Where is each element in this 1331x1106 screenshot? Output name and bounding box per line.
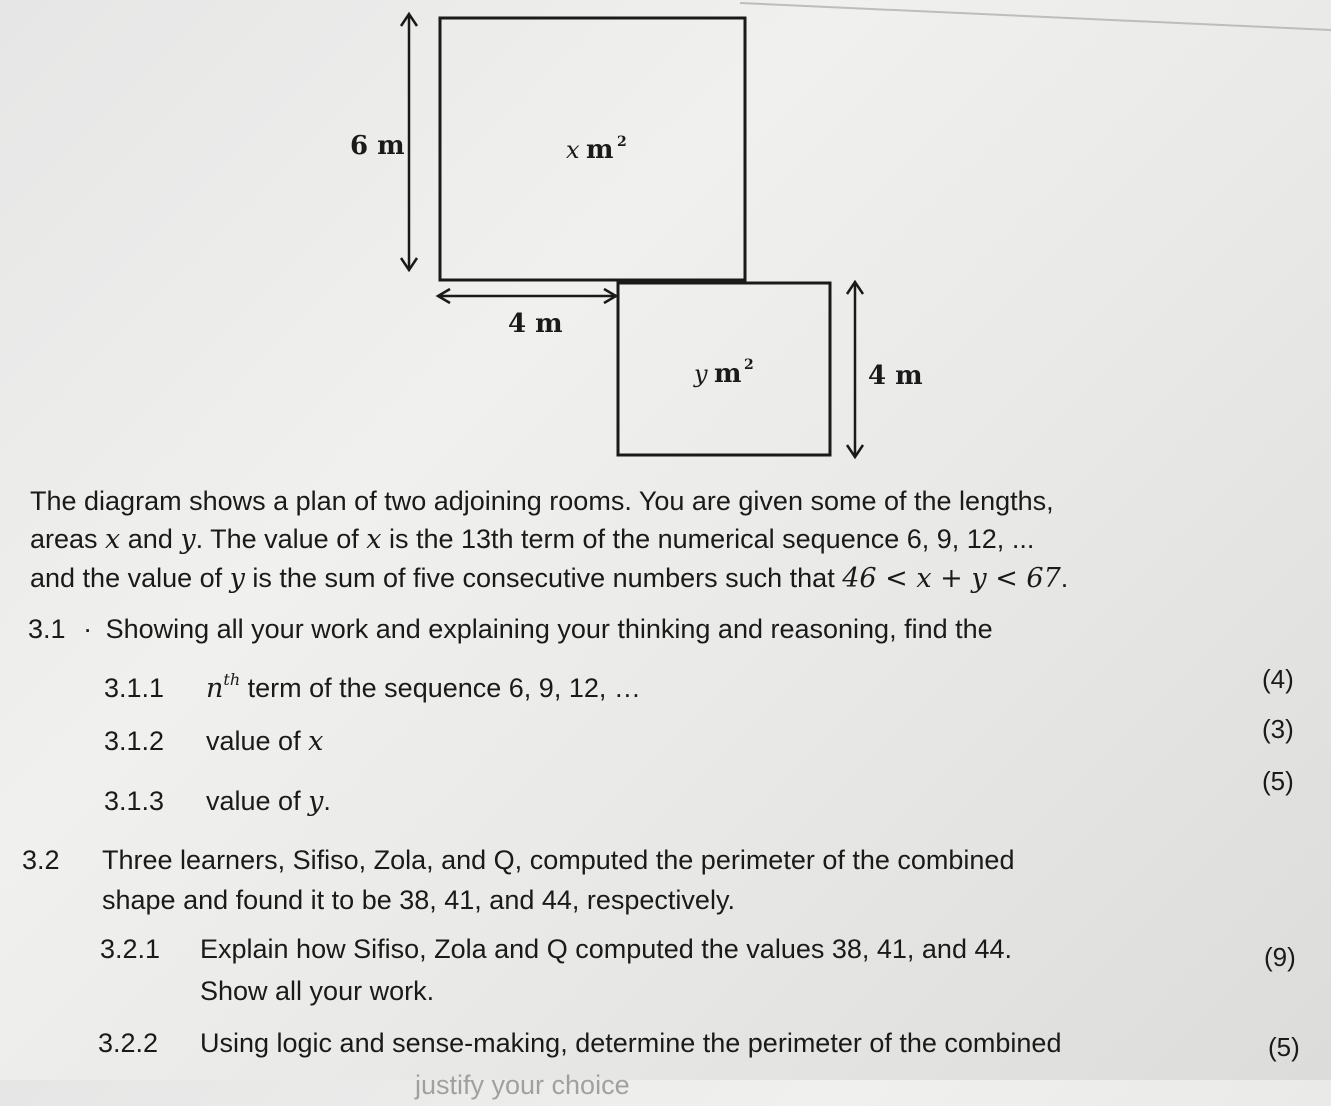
room-plan-diagram [0,0,1331,480]
intro-line-1: The diagram shows a plan of two adjoining rooms. You are given some of the lengths, [30,486,1054,516]
math-x: x [366,524,382,555]
question-3-1 [28,614,993,645]
label-x-sup: 2 [617,134,627,150]
question-line: shape and found it to be 38, 41, and 44, respectively. [102,885,735,915]
math-n: n [206,673,224,704]
intro-text: and [120,524,181,554]
question-text: value of [206,726,309,756]
intro-text: and the value of [30,563,230,593]
label-y-unit: m [714,359,742,389]
question-number: 3.1.2 [104,726,165,756]
question-number: 3.2.2 [98,1028,159,1058]
question-number: 3.1.3 [104,786,165,816]
label-x-var: x [566,136,580,164]
math-inequality: 46 < x + y < 67 [842,563,1061,594]
question-line-cutoff: justify your choice [415,1070,630,1100]
marks-3-1-3: (5) [1262,766,1294,796]
question-3-2 [22,840,1014,920]
label-6m: 6 m [350,131,405,161]
question-line: Using logic and sense-making, determine the perimeter of the combined [200,1028,1062,1058]
math-y: y [180,524,196,555]
math-superscript: th [223,670,241,689]
label-4m-horizontal: 4 m [508,309,563,339]
question-3-1-1 [104,670,641,704]
intro-line-2 [30,520,1068,559]
question-text: value of [206,786,309,816]
question-3-2-2 [98,1022,1061,1106]
question-number: 3.1.1 [104,673,165,703]
question-text [102,840,1014,920]
marks-3-2-1: (9) [1264,942,1296,972]
question-text: Showing all your work and explaining your thinking and reasoning, find the [105,614,993,644]
question-line: Explain how Sifiso, Zola and Q computed the values 38, 41, and 44. [200,934,1013,964]
intro-text: . [1060,563,1069,593]
bullet: · [83,614,93,644]
intro-line-3 [30,559,1068,598]
label-y-var: y [694,360,708,388]
math-x: x [105,524,121,555]
question-line: Show all your work. [200,976,435,1006]
dimension-arrow-4m-vertical [847,282,863,457]
label-y-sup: 2 [744,357,754,373]
question-number: 3.2 [22,845,60,875]
question-number: 3.1 [28,614,66,644]
question-3-1-2 [104,726,323,757]
intro-paragraph [30,482,1068,598]
label-x-unit: m [586,135,614,165]
marks-3-1-1: (4) [1262,664,1294,694]
marks-3-1-2: (3) [1262,714,1294,744]
math-y: y [308,786,324,817]
math-y: y [229,563,245,594]
page-edge-line [740,3,1331,30]
question-text-end: . [323,786,331,816]
intro-text: is the sum of five consecutive numbers such that [244,563,843,593]
intro-text: areas [30,524,106,554]
label-x-area [566,134,627,165]
question-text [200,1022,1061,1106]
intro-text: . The value of [195,524,367,554]
question-3-1-3 [104,786,331,817]
question-line: Three learners, Sifiso, Zola, and Q, computed the perimeter of the combined [102,845,1015,875]
intro-text: is the 13th term of the numerical sequence 6, 9, 12, ... [381,524,1035,554]
question-number: 3.2.1 [100,934,161,964]
label-4m-vertical: 4 m [868,361,923,391]
marks-3-2-2: (5) [1268,1032,1300,1062]
question-3-2-1 [100,928,1012,1012]
dimension-arrow-4m-horizontal [438,289,616,303]
question-text [200,928,1012,1012]
question-text: term of the sequence 6, 9, 12, … [240,673,641,703]
label-y-area [693,357,754,389]
math-x: x [308,726,324,757]
